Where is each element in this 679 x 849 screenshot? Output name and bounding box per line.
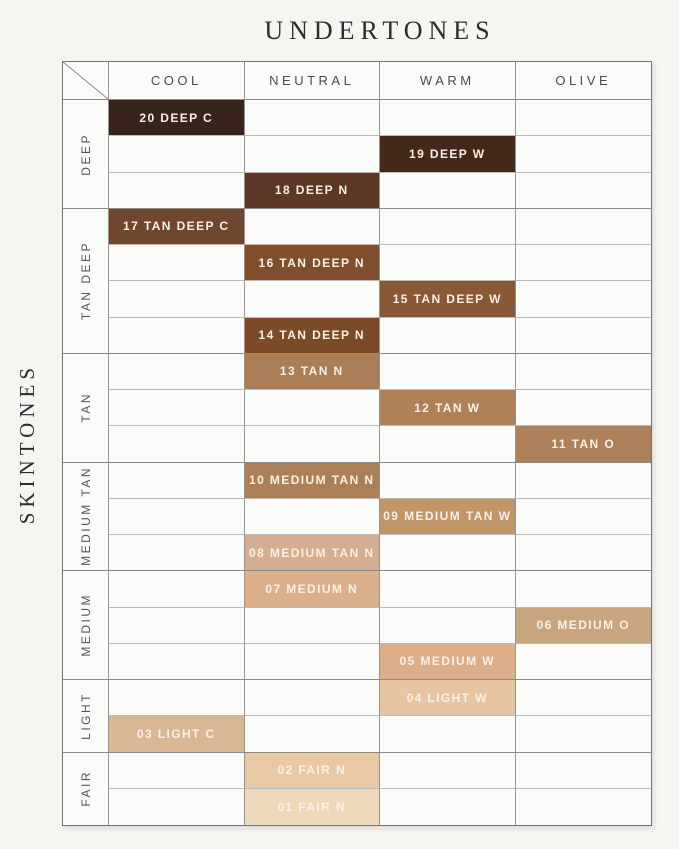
grid-cell-empty [109, 318, 245, 354]
grid-cell-empty [516, 680, 652, 716]
shade-swatch-19-deep-w: 19 DEEP W [380, 136, 516, 172]
grid-cell-empty [380, 173, 516, 209]
grid-cell-empty [109, 571, 245, 607]
row-group-label-text: TAN DEEP [78, 241, 93, 321]
grid-cell-empty [380, 535, 516, 571]
column-header-cool: COOL [109, 62, 245, 100]
grid-cell-empty [109, 753, 245, 789]
shade-grid [62, 61, 652, 826]
row-group-label-light [63, 680, 109, 753]
shade-swatch-08-medium-tan-n: 08 MEDIUM TAN N [245, 535, 381, 571]
grid-cell-empty [516, 209, 652, 245]
grid-cell-empty [516, 499, 652, 535]
row-group-label-tan [63, 354, 109, 463]
row-group-label-medium [63, 571, 109, 680]
shade-swatch-12-tan-w: 12 TAN W [380, 390, 516, 426]
grid-cell-empty [516, 318, 652, 354]
grid-cell-empty [109, 680, 245, 716]
undertones-title: UNDERTONES [264, 16, 496, 45]
grid-cell-empty [245, 426, 381, 462]
grid-cell-empty [516, 136, 652, 172]
shade-swatch-07-medium-n: 07 MEDIUM N [245, 571, 381, 607]
shade-swatch-04-light-w: 04 LIGHT W [380, 680, 516, 716]
grid-cell-empty [109, 789, 245, 825]
grid-cell-empty [245, 100, 381, 136]
shade-swatch-20-deep-c: 20 DEEP C [109, 100, 245, 136]
grid-cell-empty [245, 209, 381, 245]
grid-cell-empty [245, 608, 381, 644]
grid-cell-empty [109, 608, 245, 644]
grid-cell-empty [516, 789, 652, 825]
grid-cell-empty [245, 680, 381, 716]
grid-cell-empty [380, 753, 516, 789]
grid-cell-empty [380, 571, 516, 607]
shade-swatch-15-tan-deep-w: 15 TAN DEEP W [380, 281, 516, 317]
grid-cell-empty [245, 390, 381, 426]
grid-cell-empty [516, 644, 652, 680]
shade-swatch-16-tan-deep-n: 16 TAN DEEP N [245, 245, 381, 281]
skintones-axis [0, 61, 54, 826]
row-group-label-tan-deep [63, 209, 109, 354]
shade-swatch-14-tan-deep-n: 14 TAN DEEP N [245, 318, 381, 354]
grid-cell-empty [516, 173, 652, 209]
corner-diagonal-divider [63, 62, 108, 99]
grid-cell-empty [516, 716, 652, 752]
shade-swatch-03-light-c: 03 LIGHT C [109, 716, 245, 752]
shade-swatch-09-medium-tan-w: 09 MEDIUM TAN W [380, 499, 516, 535]
grid-cell-empty [516, 100, 652, 136]
grid-cell-empty [109, 281, 245, 317]
shade-swatch-05-medium-w: 05 MEDIUM W [380, 644, 516, 680]
grid-cell-empty [109, 245, 245, 281]
grid-cell-empty [109, 426, 245, 462]
column-header-olive: OLIVE [516, 62, 652, 100]
skintones-title: SKINTONES [14, 362, 39, 525]
grid-cell-empty [516, 281, 652, 317]
grid-cell-empty [516, 354, 652, 390]
grid-cell-empty [109, 136, 245, 172]
grid-cell-empty [109, 354, 245, 390]
grid-cell-empty [380, 209, 516, 245]
row-group-label-text: TAN [78, 392, 93, 423]
shade-swatch-06-medium-o: 06 MEDIUM O [516, 608, 652, 644]
grid-cell-empty [245, 716, 381, 752]
grid-cell-empty [380, 354, 516, 390]
grid-corner-cell [63, 62, 109, 100]
shade-swatch-01-fair-n: 01 FAIR N [245, 789, 381, 825]
grid-cell-empty [109, 173, 245, 209]
grid-cell-empty [516, 535, 652, 571]
grid-cell-empty [109, 390, 245, 426]
row-group-label-text: DEEP [78, 132, 93, 176]
grid-cell-empty [516, 571, 652, 607]
grid-cell-empty [109, 463, 245, 499]
grid-cell-empty [380, 100, 516, 136]
grid-cell-empty [380, 318, 516, 354]
grid-cell-empty [380, 463, 516, 499]
grid-cell-empty [516, 463, 652, 499]
grid-cell-empty [516, 753, 652, 789]
grid-cell-empty [516, 390, 652, 426]
grid-cell-empty [516, 245, 652, 281]
shade-swatch-13-tan-n: 13 TAN N [245, 354, 381, 390]
grid-cell-empty [245, 281, 381, 317]
shade-swatch-17-tan-deep-c: 17 TAN DEEP C [109, 209, 245, 245]
grid-cell-empty [245, 136, 381, 172]
shade-swatch-10-medium-tan-n: 10 MEDIUM TAN N [245, 463, 381, 499]
shade-swatch-11-tan-o: 11 TAN O [516, 426, 652, 462]
grid-cell-empty [109, 499, 245, 535]
grid-cell-empty [380, 608, 516, 644]
row-group-label-text: MEDIUM TAN [78, 466, 93, 567]
grid-cell-empty [380, 789, 516, 825]
column-header-neutral: NEUTRAL [245, 62, 381, 100]
row-group-label-fair [63, 753, 109, 826]
shade-swatch-18-deep-n: 18 DEEP N [245, 173, 381, 209]
grid-cell-empty [380, 716, 516, 752]
grid-cell-empty [380, 426, 516, 462]
grid-cell-empty [245, 644, 381, 680]
row-group-label-medium-tan [63, 463, 109, 572]
row-group-label-text: FAIR [78, 770, 93, 808]
grid-cell-empty [380, 245, 516, 281]
column-header-warm: WARM [380, 62, 516, 100]
grid-cell-empty [109, 644, 245, 680]
row-group-label-text: MEDIUM [78, 593, 93, 657]
shade-swatch-02-fair-n: 02 FAIR N [245, 753, 381, 789]
grid-cell-empty [245, 499, 381, 535]
row-group-label-text: LIGHT [78, 691, 93, 740]
row-group-label-deep [63, 100, 109, 209]
grid-cell-empty [109, 535, 245, 571]
